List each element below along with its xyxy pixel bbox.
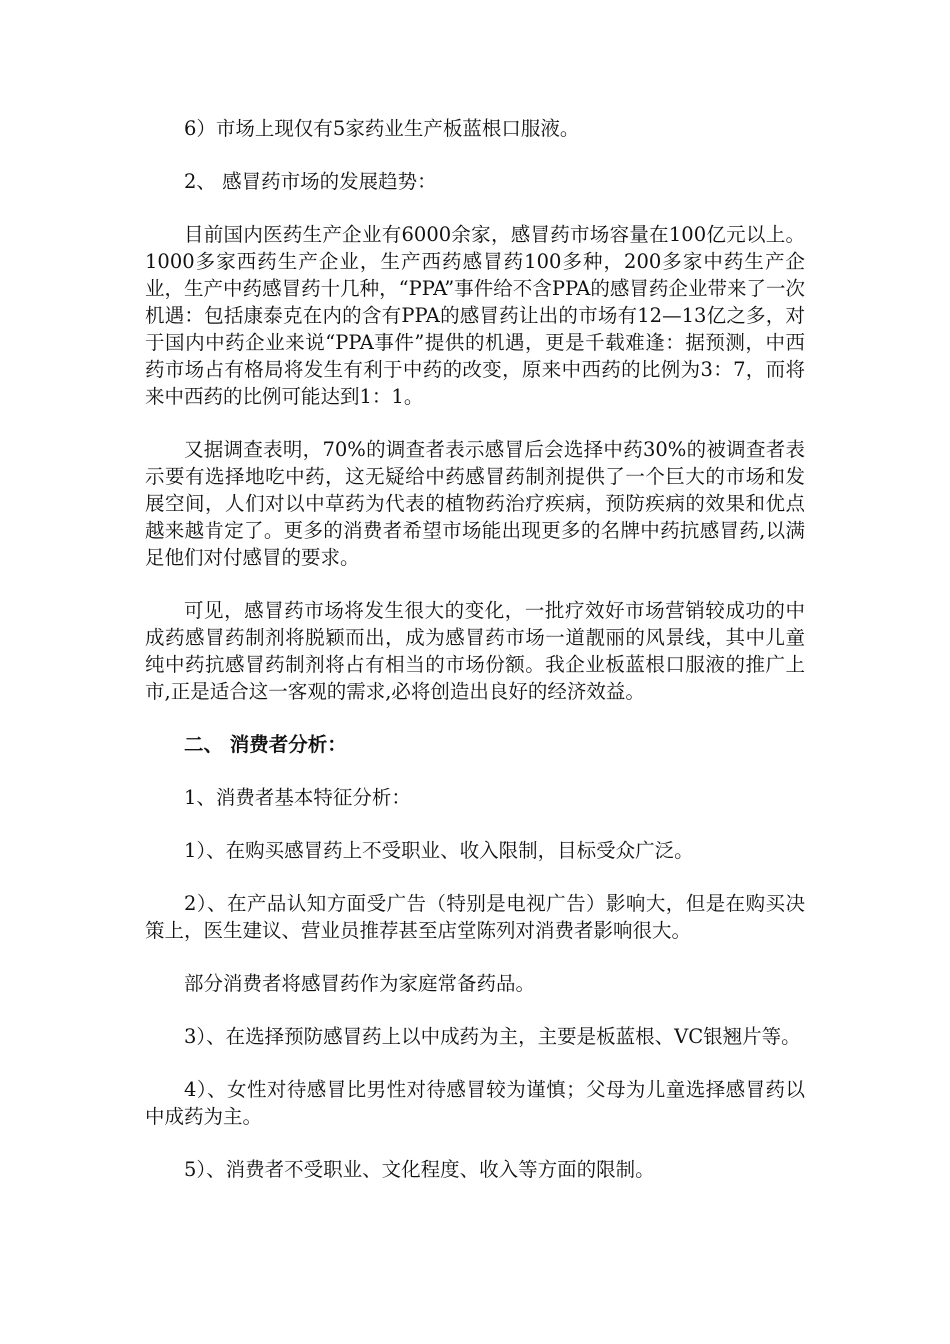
list-item-4: 4）、女性对待感冒比男性对待感冒较为谨慎；父母为儿童选择感冒药以中成药为主。 [145,1078,805,1128]
document-body [145,115,805,1209]
list-item-2: 2）、在产品认知方面受广告（特别是电视广告）影响大，但是在购买决策上，医生建议、营业员推荐甚至店堂陈列对消费者影响很大。 [145,892,805,942]
list-item-3: 3）、在选择预防感冒药上以中成药为主，主要是板蓝根、VC银翘片等。 [184,1025,801,1048]
paragraph-market-size: 目前国内医药生产企业有6000余家，感冒药市场容量在100亿元以上。1000多家西药生产企业，生产西药感冒药100多种，200多家中药生产企业，生产中药感冒药十几种，“PPA”事件给不含PPA的感冒药企业带来了一次机遇：包括康泰克在内的含有PPA的感冒药让出的市场有12—13亿之多，对于国内中药企业来说“PPA事件”提供的机遇，更是千载难逢：据预测，中西药市场占有格局将发生有利于中药的改变，原来中西药的比例为3：7，而将来中西药的比例可能达到1：1。 [145,223,805,408]
paragraph-conclusion: 可见，感冒药市场将发生很大的变化，一批疗效好市场营销较成功的中成药感冒药制剂将脱颖而出，成为感冒药市场一道靓丽的风景线，其中儿童纯中药抗感冒药制剂将占有相当的市场份额。我企业板蓝根口服液的推广上市,正是适合这一客观的需求,必将创造出良好的经济效益。 [145,599,805,703]
paragraph-household-stock: 部分消费者将感冒药作为家庭常备药品。 [184,972,536,995]
list-item-5: 5）、消费者不受职业、文化程度、收入等方面的限制。 [184,1158,655,1181]
list-item-1: 1）、在购买感冒药上不受职业、收入限制，目标受众广泛。 [184,839,694,862]
paragraph-market-count: 6）市场上现仅有5家药业生产板蓝根口服液。 [184,117,580,140]
paragraph-consumer-features-heading: 1、消费者基本特征分析： [184,786,411,809]
paragraph-survey: 又据调查表明，70%的调查者表示感冒后会选择中药30%的被调查者表示要有选择地吃中药，这无疑给中药感冒药制剂提供了一个巨大的市场和发展空间，人们对以中草药为代表的植物药治疗疾病，预防疾病的效果和优点越来越肯定了。更多的消费者希望市场能出现更多的名牌中药抗感冒药,以满足他们对付感冒的要求。 [145,438,805,569]
paragraph-trend-heading: 2、 感冒药市场的发展趋势： [184,170,437,193]
section-heading-consumer-analysis: 二、 消费者分析： [184,733,347,756]
